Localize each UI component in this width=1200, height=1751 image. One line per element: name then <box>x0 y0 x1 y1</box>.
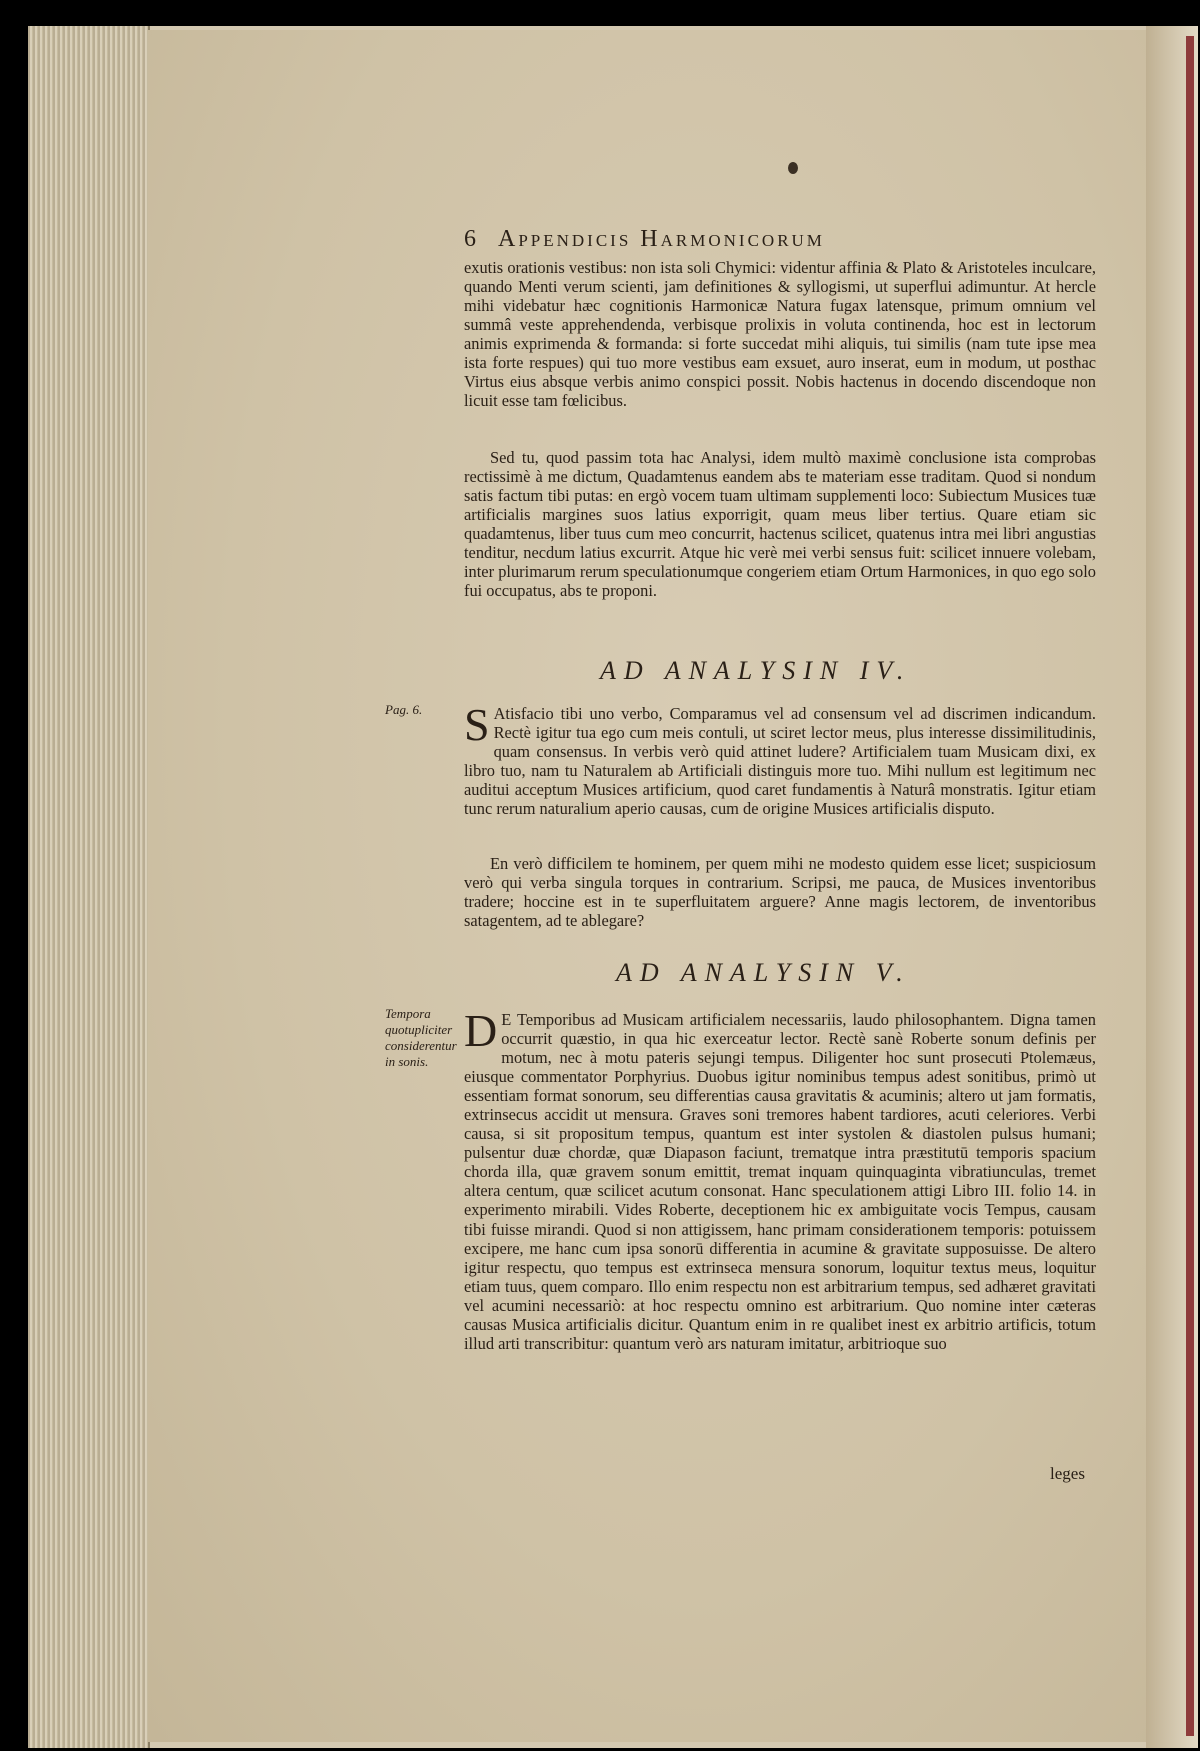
running-head-title: Appendicis Harmonicorum <box>498 226 825 252</box>
catchword: leges <box>1050 1464 1085 1483</box>
paragraph-1: exutis orationis vestibus: non ista soli Chymici: videntur affinia & Plato & Aristoteles inculcare, quando Menti verum scienti, jam definitiones & syllogismi, ut superflui adimuntur. At hercle mihi videbatur hæc cognitionis Harmonicæ Natura fugax latensque, primum omnium vel summâ veste apprehendenda, verbisque prolixis in voluta continenda, hoc est in lectorum animis exprimenda & formanda: si forte succedat mihi aliquis, tui similis (nam tute ipse mea ista forte respues) qui tuo more vestibus eam exsuet, auro inserat, eum in modum, ut posthac Virtus eius absque verbis animo conspici possit. Nobis hactenus in docendo discendoque non licuit esse tam fœlicibus. <box>464 258 1096 411</box>
page-number: 6 <box>464 226 477 252</box>
drop-cap-d: D <box>464 1005 498 1056</box>
margin-note-pag6: Pag. 6. <box>385 702 423 717</box>
paragraph-3 <box>464 699 1096 819</box>
running-head <box>464 226 984 254</box>
paragraph-3-text: Atisfacio tibi uno verbo, Comparamus vel ad consensum vel ad discrimen indicandum. Rectè igitur tua ego cum meis contuli, ut sciret lector meus, plus interesse dissimilitudinis, quam consensus. In verbis verò quid attinet ludere? Artificialem tuam Musicam dixi, ex libro tuo, nam tu Naturalem ab Artificiali distinguis more tuo. Mihi nullum est legitimum nec auditui acceptum Musices artificium, quod caret fundamentis à Naturâ monstratis. Igitur etiam tunc rerum naturalium aperio causas, cum de origine Musices artificialis disputo. <box>464 704 1096 819</box>
margin-note-tempora: Tempora quotupliciter considerentur in sonis. <box>385 1006 457 1069</box>
paragraph-4: En verò difficilem te hominem, per quem mihi ne modesto quidem esse licet; suspiciosum verò qui verba singula torques in contrarium. Scripsi, me pauca, de Musices inventoribus tradere; hoccine est in te superfluitatem arguere? Anne magis lectorem, de inventoribus satagentem, ad te ablegare? <box>464 854 1096 931</box>
heading-analysis-iv: AD ANALYSIN IV. <box>600 656 912 685</box>
red-page-edge <box>1186 36 1194 1736</box>
paragraph-2: Sed tu, quod passim tota hac Analysi, idem multò maximè conclusione ista comprobas rectissimè à me dictum, Quadamtenus eandem abs te materiam esse traditam. Quod si nondum satis factum tibi putas: en ergò vocem tuam ultimam supplementi loco: Subiectum Musices tuæ artificialis margines suos latius exporrigit, quam meus liber tertius. Quare etiam sic quadamtenus, liber tuus cum meo concurrit, hactenus scilicet, quatenus intra mei libri angustias tenditur, necdum latius excurrit. Atque hic verè mei verbi sensus fuit: scilicet innuere volebam, inter plurimarum rerum speculationumque congeriem etiam Ortum Harmonices, in quo ego solo fui occupatus, abs te proponi. <box>464 448 1096 601</box>
ink-spot <box>788 162 798 174</box>
page-edges <box>28 26 150 1748</box>
paragraph-5 <box>464 1005 1096 1353</box>
paragraph-5-text: E Temporibus ad Musicam artificialem necessariis, laudo philosophantem. Digna tamen occurrit quæstio, in qua hic exerceatur lector. Rectè sanè Roberte sonum definis per motum, nec à motu pateris sejungi tempus. Diligenter hoc sunt prosecuti Ptolemæus, eiusque commentator Porphyrius. Duobus igitur nominibus tempus adest sonitibus, primò ut essentiam format sonorum, seu differentias causa gravitatis & acuminis; altero ut jam formatis, extrinsecus accidit ut mensura. Graves soni tremores habent tardiores, acuti celeriores. Verbi causa, si sit propositum tempus, quantum est inter systolen & diastolen pulsus humani; pulsentur duæ chordæ, quæ Diapason faciunt, trematque intra præstitutū temporis spacium chorda illa, quæ gravem sonum emittit, tremat inquam quinquaginta vibratiunculas, tremet altera centum, quæ scilicet acutum consonat. Hanc speculationem attigi Libro III. folio 14. in experimento mirabili. Vides Roberte, deceptionem hic ex ambiguitate vocis Tempus, causam tibi fuisse mirandi. Quod si non attigissem, hanc primam considerationem temporis: potuissem excipere, me hanc cum ipsa sonorū differentia in acumine & gravitate supposuisse. De altero igitur respectu, quo tempus est extrinseca mensura sonorum, loquitur textus meus, loquitur etiam tuus, quem comparo. Illo enim respectu non est arbitrarium tempus, sed adhæret gravitati vel acumini necessariò: at hoc respectu omnino est arbitrarium. Quo nomine inter cæteras causas Musica artificialis dicitur. Quantum enim in re qualibet inest ex arbitrio artificis, totum illud arti transcribitur: quantum verò ars naturam imitatur, arbitrioque suo <box>464 1010 1096 1353</box>
drop-cap-s: S <box>464 699 490 750</box>
heading-analysis-v: AD ANALYSIN V. <box>616 958 911 987</box>
